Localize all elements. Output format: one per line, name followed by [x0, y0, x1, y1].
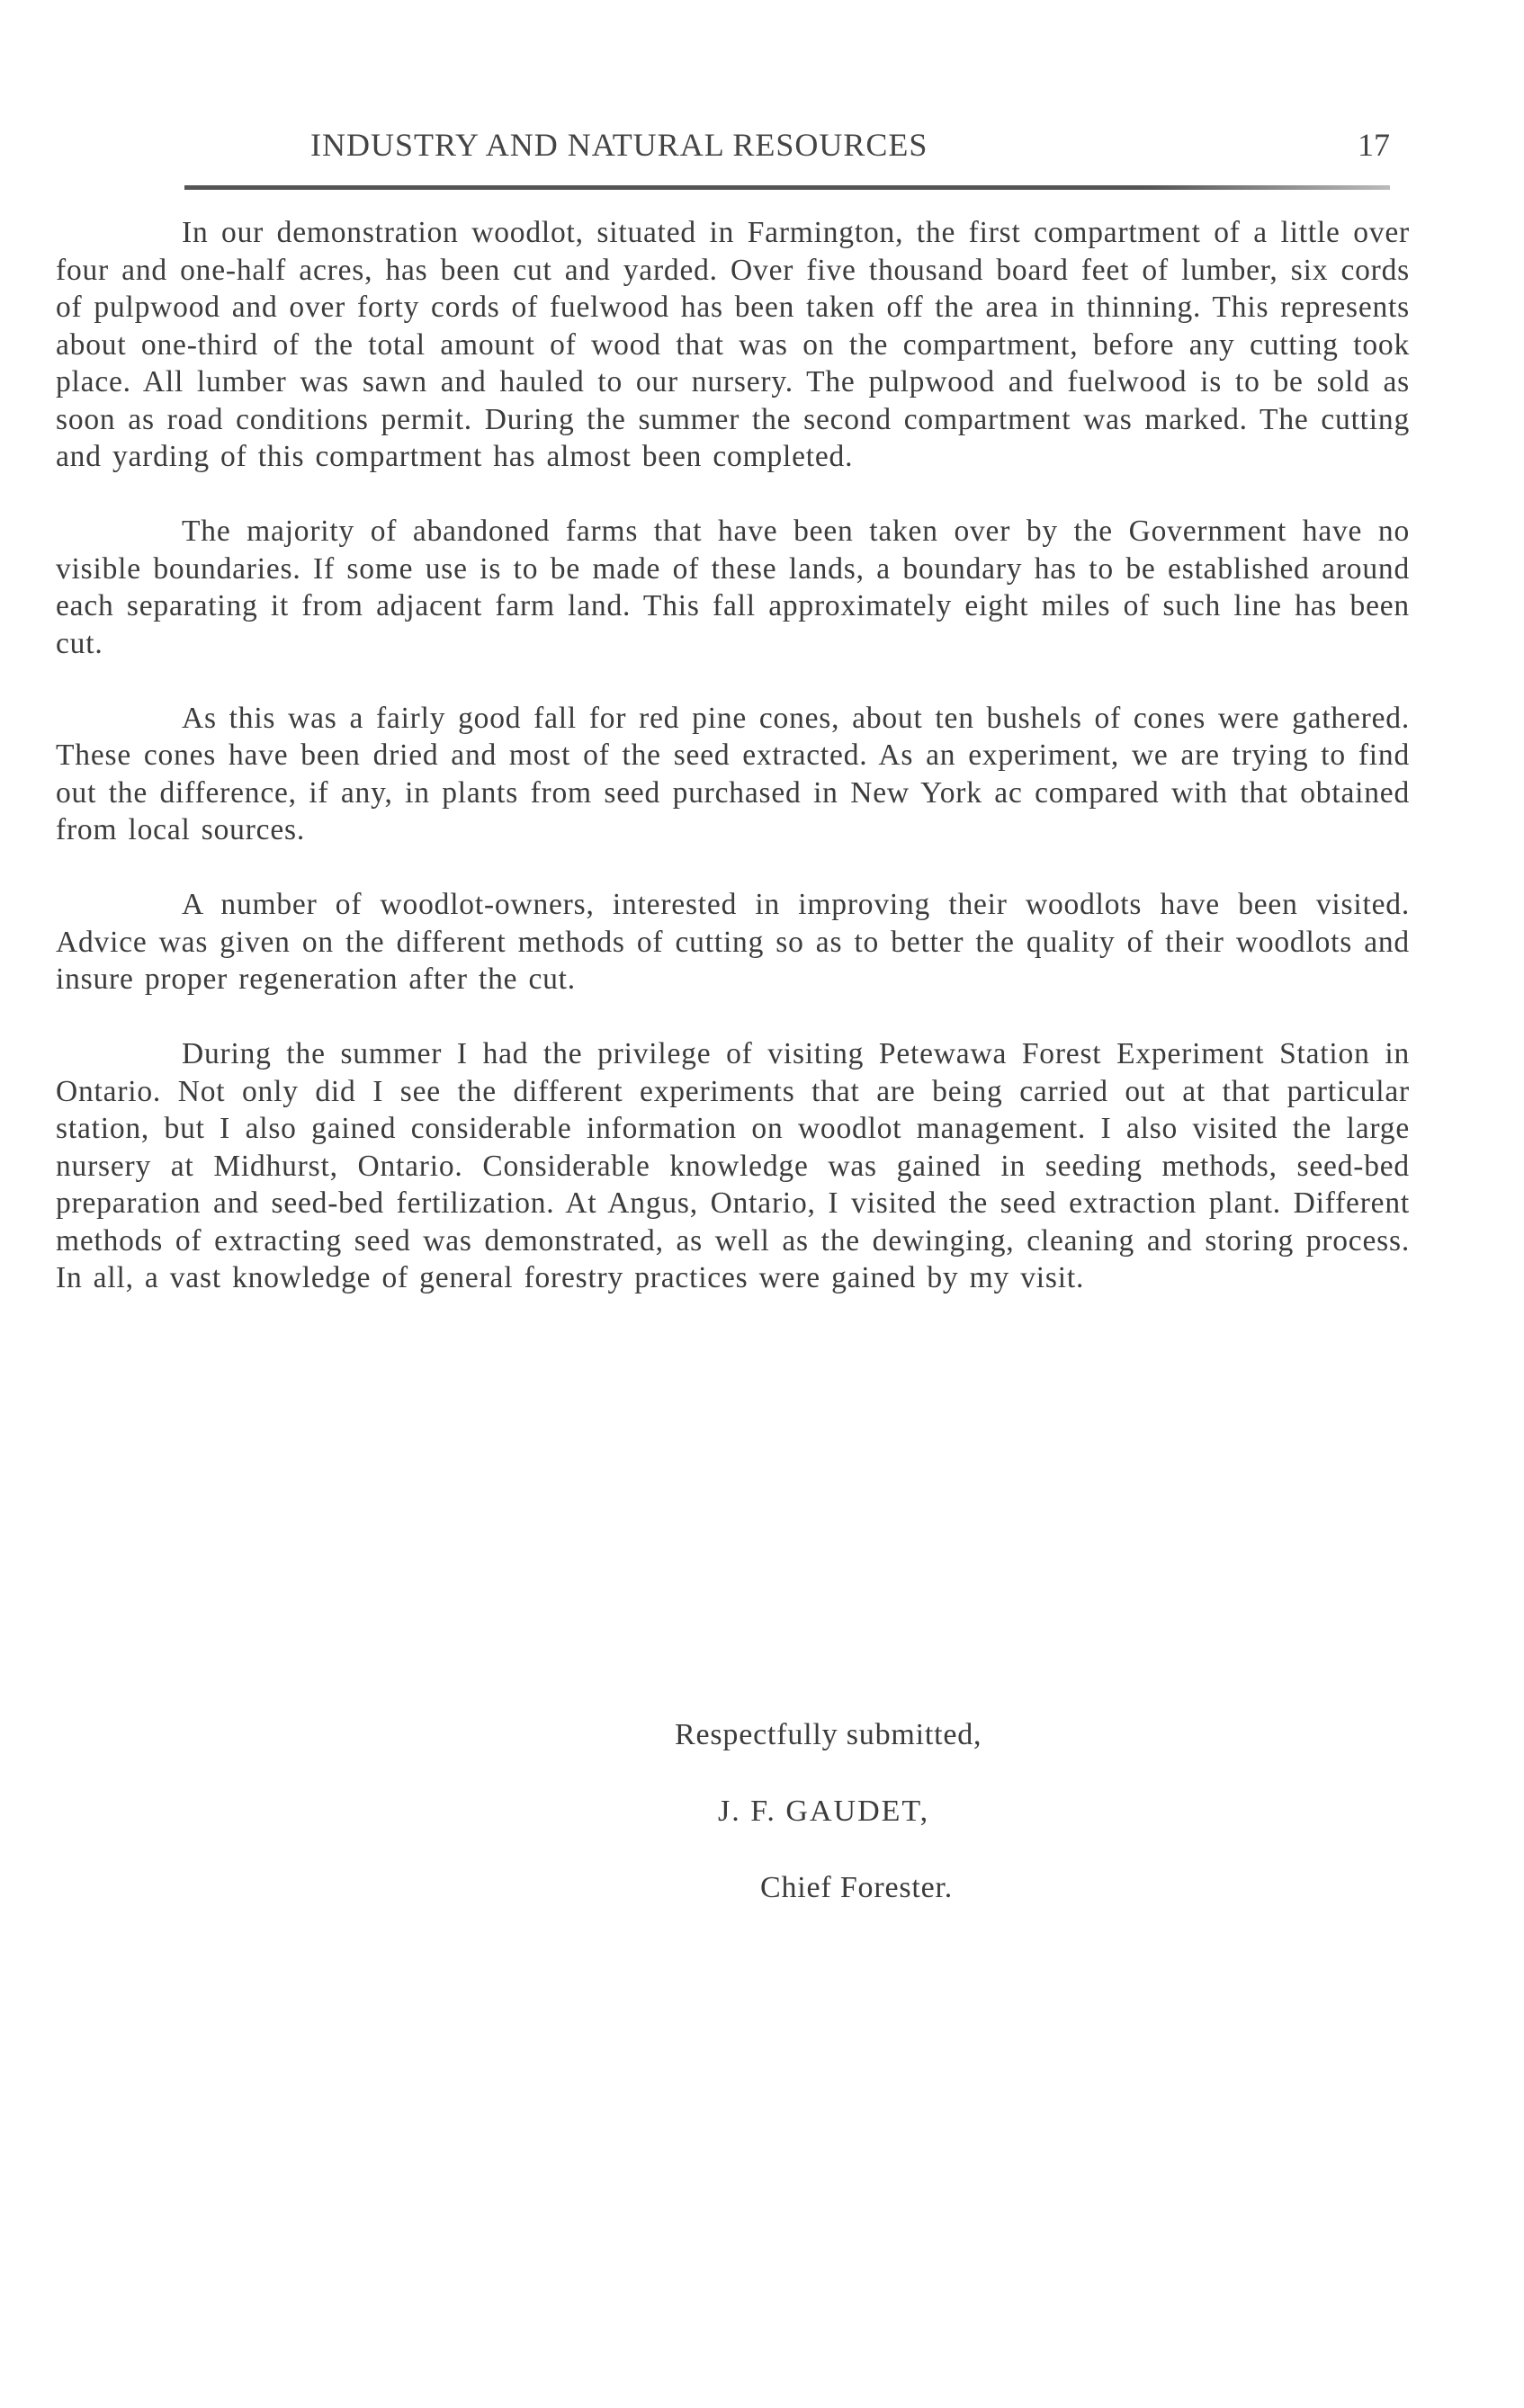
paragraph-woodlot-owners: A number of woodlot-owners, interested in improving their woodlots have been visited. Advice was given on the different methods of cutting so as to better the quality of their woodlots and insure proper regeneration after the cut. [56, 888, 1410, 996]
paragraph-pine-cones: As this was a fairly good fall for red pine cones, about ten bushels of cones were gathered. These cones have been dried and most of the seed extracted. As an experiment, we are trying to find out the difference, if any, in plants from seed purchased in New York ac compared with that obtained from local sources. [56, 701, 1410, 846]
running-header [184, 126, 1390, 180]
paragraph-woodlot: In our demonstration woodlot, situated in Farmington, the first compartment of a little over four and one-half acres, has been cut and yarded. Over five thousand board feet of lumber, six cords of pulpwood and over forty cords of fuelwood has been taken off the area in thinning. This represents about one-third of the total amount of wood that was on the compartment, before any cutting took place. All lumber was sawn and hauled to our nursery. The pulpwood and fuelwood is to be sold as soon as road conditions permit. During the summer the second compartment was marked. The cutting and yarding of this compartment has almost been completed. [56, 216, 1410, 473]
paragraph-boundaries: The majority of abandoned farms that have been taken over by the Government have no visible boundaries. If some use is to be made of these lands, a boundary has to be established around each separating it from adjacent farm land. This fall approximately eight miles of such line has been cut. [56, 515, 1410, 660]
header-rule [184, 185, 1390, 190]
paragraph-ontario-visit: During the summer I had the privilege of visiting Petewawa Forest Experiment Station in Ontario. Not only did I see the different experiments that are being carried out at that particular station, but I also gained considerable information on woodlot management. I also visited the large nursery at Midhurst, Ontario. Considerable knowledge was gained in seeding methods, seed-bed preparation and seed-bed fertilization. At Angus, Ontario, I visited the seed extraction plant. Different methods of extracting seed was demonstrated, as well as the dewinging, cleaning and storing process. In all, a vast knowledge of general forestry practices were gained by my visit. [56, 1037, 1410, 1294]
signature-title: Chief Forester. [760, 1871, 954, 1904]
header-title: INDUSTRY AND NATURAL RESOURCES [310, 127, 928, 163]
body-text [56, 214, 1410, 1334]
signature-name: J. F. GAUDET, [718, 1795, 930, 1828]
signature-closing: Respectfully submitted, [675, 1718, 982, 1751]
page-number: 17 [1358, 127, 1390, 163]
